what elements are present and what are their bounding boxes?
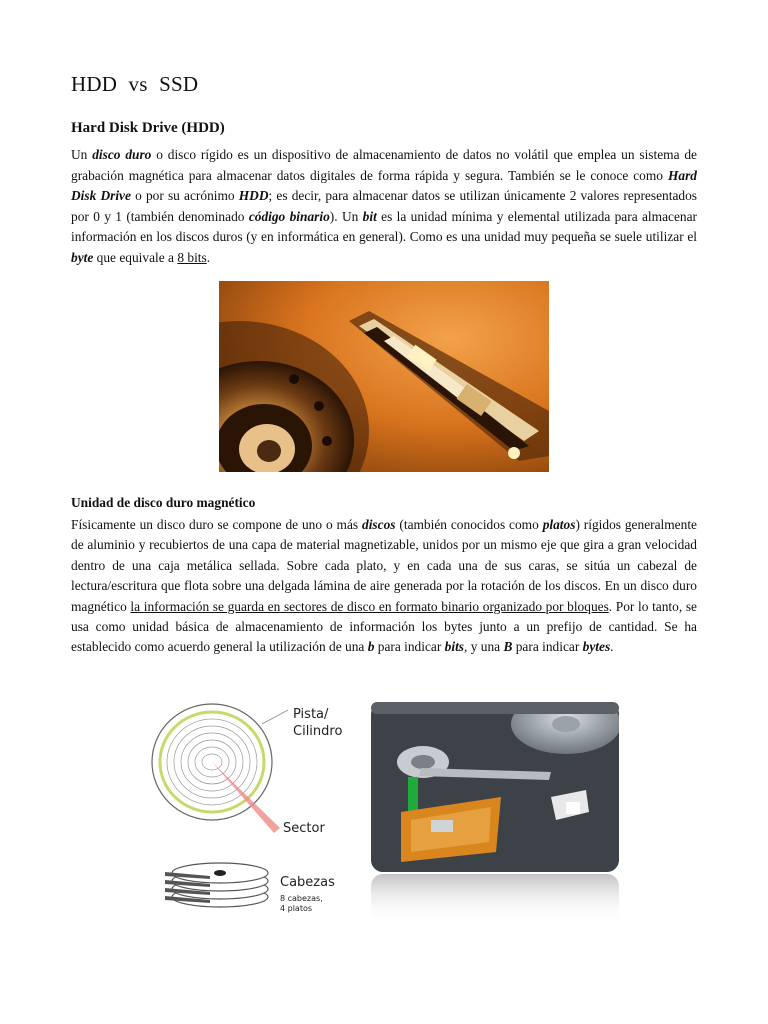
open-hdd-photo: [371, 702, 619, 924]
disk-structure-diagram: [150, 700, 355, 925]
link-sectores[interactable]: la información se guarda en sectores de disco en formato binario organizado por bloques: [130, 598, 609, 614]
section-heading-hdd: Hard Disk Drive (HDD): [71, 120, 225, 136]
paragraph-hdd-intro: Un disco duro o disco rígido es un dispositivo de almacenamiento de datos no volátil que emplea un sistema de grabación magnética para almacenar datos digitales de forma rápida y segura. También se le conoce como Hard Disk Drive o por su acrónimo HDD; es decir, para almacenar datos se utilizan únicamente 2 valores representados por 0 y 1 (también denominado código binario). Un bit es la unidad mínima y elemental utilizada para almacenar información en los discos duros (y en informática en general). Como es una unidad muy pequeña se suele utilizar el byte que equivale a 8 bits.: [71, 147, 697, 265]
link-8-bits[interactable]: 8 bits: [177, 249, 207, 265]
label-cilindro: Cilindro: [293, 724, 343, 739]
page-title: HDD vs SSD: [71, 72, 199, 96]
label-platters-count: 4 platos: [280, 904, 313, 913]
platter-stack: [165, 863, 268, 907]
label-cabezas: Cabezas: [280, 875, 335, 890]
label-sector: Sector: [283, 821, 325, 836]
paragraph-magnetic: Físicamente un disco duro se compone de uno o más discos (también conocidos como platos) rígidos generalmente de aluminio y recubiertos de una capa de material magnetizable, unidos por un mismo eje que gira a gran velocidad dentro de una caja metálica sellada. Sobre cada plato, y en cada una de sus caras, se sitúa un cabezal de lectura/escritura que flota sobre una delgada lámina de aire generada por la rotación de los discos. En un disco duro magnético la información se guarda en sectores de disco en formato binario organizado por bloques. Por lo tanto, se usa como unidad básica de almacenamiento de información los bytes junto a un prefijo de cantidad. Se ha establecido como acuerdo general la utilización de una b para indicar bits, y una B para indicar bytes.: [71, 517, 697, 655]
label-pista: Pista/: [293, 707, 329, 722]
platter-top-view: [152, 704, 288, 833]
label-heads-count: 8 cabezas,: [280, 894, 323, 903]
section-heading-magnetic: Unidad de disco duro magnético: [71, 495, 256, 510]
hdd-head-photo: [219, 281, 549, 472]
